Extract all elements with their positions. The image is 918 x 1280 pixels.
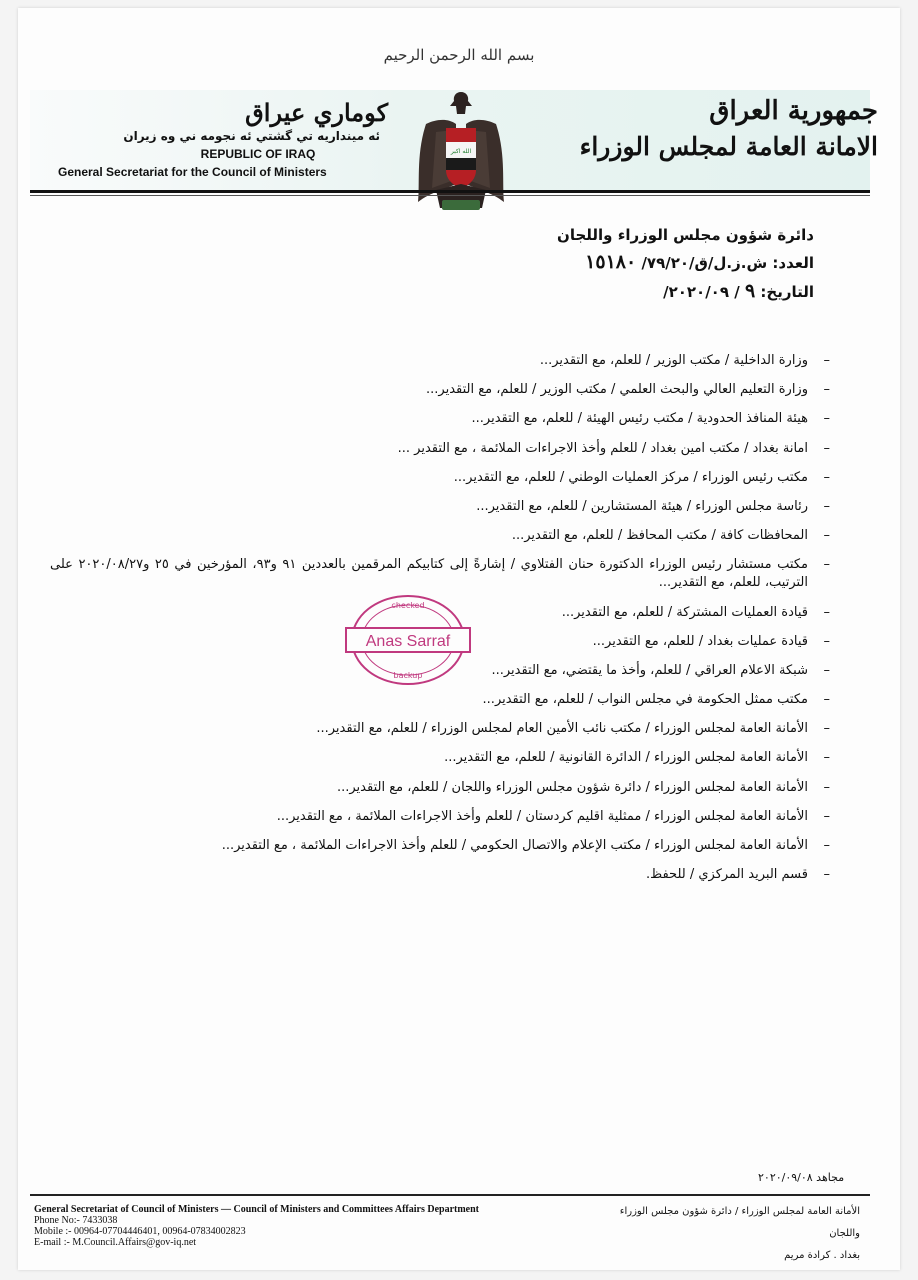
number-handwritten: ١٥١٨٠ xyxy=(585,251,637,273)
footer-arabic xyxy=(610,1201,860,1267)
list-item: – قيادة العمليات المشتركة / للعلم، مع التقدير... xyxy=(561,604,830,620)
footer-ar-title: الأمانة العامة لمجلس الوزراء / دائرة شؤون مجلس الوزراء واللجان xyxy=(619,1206,860,1239)
list-item: – شبكة الاعلام العراقي / للعلم، وأخذ ما يقتضي، مع التقدير... xyxy=(491,662,830,678)
arabic-general-secretariat: الامانة العامة لمجلس الوزراء xyxy=(579,132,878,161)
footer-rule xyxy=(30,1194,870,1196)
department-name: دائرة شؤون مجلس الوزراء واللجان xyxy=(557,226,814,244)
number-prefix: ش.ز.ل/ق/٧٩/٢٠/ xyxy=(641,254,768,272)
list-item: – مكتب مستشار رئيس الوزراء الدكتورة حنان الفتلاوي / إشارةً إلى كتابيكم المرقمين بالعددين ٩١ و٩٣، المؤرخين في ٢٥ و٢٠٢٠/٠٨/٢٧ على الترتيب، للعلم، مع التقدير... xyxy=(50,557,830,591)
reference-block xyxy=(557,226,814,302)
list-item: – المحافظات كافة / مكتب المحافظ / للعلم، مع التقدير... xyxy=(511,528,830,544)
list-item: – هيئة المنافذ الحدودية / مكتب رئيس الهيئة / للعلم، مع التقدير... xyxy=(471,411,830,427)
date-label: التاريخ: xyxy=(760,283,814,301)
list-item: – الأمانة العامة لمجلس الوزراء / الدائرة القانونية / للعلم، مع التقدير... xyxy=(444,750,830,766)
footer-email: E-mail :- M.Council.Affairs@gov-iq.net xyxy=(34,1237,197,1248)
list-item: – الأمانة العامة لمجلس الوزراء / دائرة شؤون مجلس الوزراء واللجان / للعلم، مع التقدير... xyxy=(336,779,830,795)
date-day-handwritten: ٩ xyxy=(744,280,756,302)
list-item: – الأمانة العامة لمجلس الوزراء / مكتب نائب الأمين العام لمجلس الوزراء / للعلم، مع التقدير... xyxy=(316,721,830,737)
header-rule xyxy=(30,190,870,193)
stamp-name: Anas Sarraf xyxy=(365,633,451,650)
footer-mobile: Mobile :- 00964-07704446401, 00964-07834002823 xyxy=(34,1226,246,1237)
list-item: – رئاسة مجلس الوزراء / هيئة المستشارين / للعلم، مع التقدير... xyxy=(476,498,830,514)
list-item: – الأمانة العامة لمجلس الوزراء / ممثلية اقليم كردستان / للعلم وأخذ الاجراءات الملائمة ، مع التقدير... xyxy=(276,808,830,824)
list-item: – قسم البريد المركزي / للحفظ. xyxy=(646,867,830,883)
list-item: – مكتب رئيس الوزراء / مركز العمليات الوطني / للعلم، مع التقدير... xyxy=(453,469,830,485)
letterhead-right xyxy=(578,96,878,161)
footer-en-title: General Secretariat of Council of Ministers — Council of Ministers and Committees Affairs Department xyxy=(34,1204,480,1215)
list-item: – امانة بغداد / مكتب امين بغداد / للعلم وأخذ الاجراءات الملائمة ، مع التقدير ... xyxy=(397,440,830,456)
list-item: – مكتب ممثل الحكومة في مجلس النواب / للعلم، مع التقدير... xyxy=(482,692,830,708)
iraq-eagle-emblem xyxy=(406,84,516,224)
list-item: – وزارة التعليم العالي والبحث العلمي / مكتب الوزير / للعلم، مع التقدير... xyxy=(426,382,830,398)
stamp-top-text: checked xyxy=(391,601,425,610)
header-rule-thin xyxy=(30,195,870,196)
kurdish-subtitle: ئه مينداريه تي گشتي ئه نجومه ني وه زيران xyxy=(123,129,380,143)
list-item: – قيادة عمليات بغداد / للعلم، مع التقدير... xyxy=(592,633,830,649)
list-item: – وزارة الداخلية / مكتب الوزير / للعلم، مع التقدير... xyxy=(539,353,830,368)
drafter-note: مجاهد ٢٠٢٠/٠٩/٠٨ xyxy=(758,1171,845,1184)
footer-ar-address: بغداد . كرادة مريم xyxy=(784,1250,860,1261)
stamp-bottom-text: backup xyxy=(393,671,423,680)
letterhead-left xyxy=(58,98,398,179)
arabic-republic: جمهورية العراق xyxy=(709,96,878,126)
document-page xyxy=(18,8,900,1270)
date-rest: / ٢٠٢٠/٠٩/ xyxy=(663,283,740,301)
basmala: بسم الله الرحمن الرحيم xyxy=(383,46,535,64)
english-republic: REPUBLIC OF IRAQ xyxy=(200,147,316,161)
watermark-stamp xyxy=(340,592,476,688)
svg-text:الله اكبر: الله اكبر xyxy=(450,148,472,155)
reference-number xyxy=(557,251,814,273)
number-label: العدد: xyxy=(772,254,814,272)
footer-english xyxy=(34,1204,604,1248)
footer-phone: Phone No:- 7433038 xyxy=(34,1215,118,1226)
list-item: – الأمانة العامة لمجلس الوزراء / مكتب الإعلام والاتصال الحكومي / للعلم وأخذ الاجراءات الملائمة ، مع التقدير... xyxy=(221,838,830,853)
english-general-secretariat: General Secretariat for the Council of Ministers xyxy=(58,165,327,179)
reference-date xyxy=(557,280,814,302)
kurdish-title: كوماري عيراق xyxy=(245,98,388,127)
